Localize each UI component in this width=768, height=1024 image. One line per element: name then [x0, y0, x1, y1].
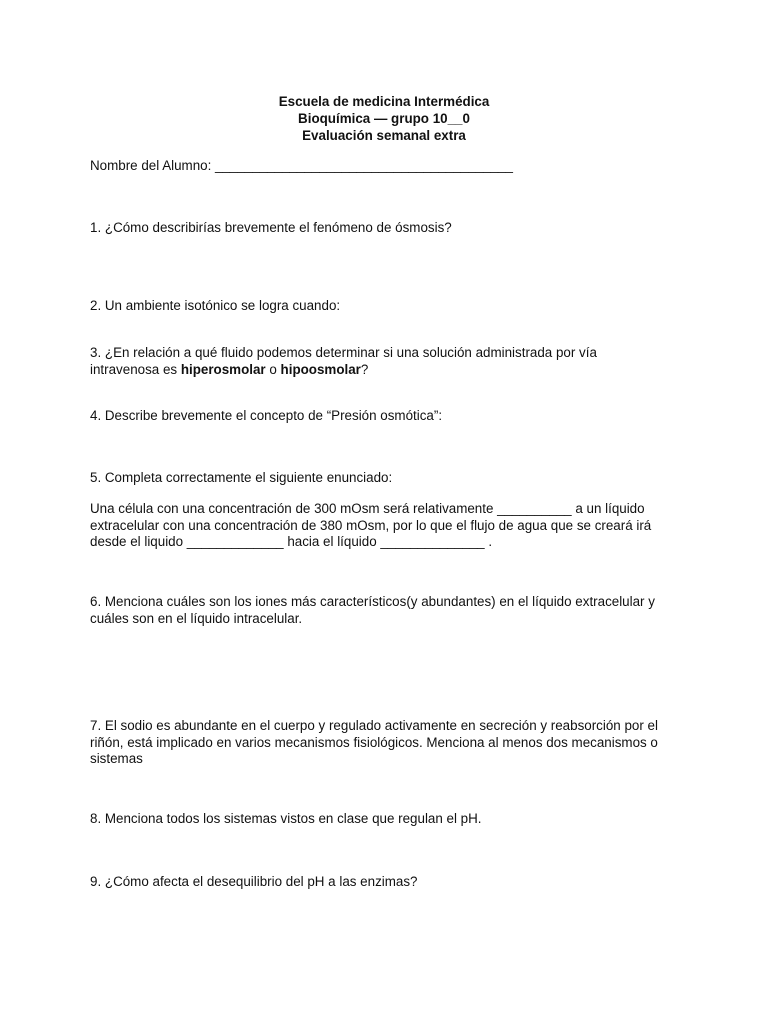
question-3 — [90, 345, 650, 378]
question-6-text: 6. Menciona cuáles son los iones más característicos(y abundantes) en el líquido extracelular y cuáles son en el líquido intracelular. — [90, 594, 655, 626]
question-1 — [90, 220, 690, 237]
document-header — [0, 93, 768, 144]
question-3-text — [90, 345, 650, 378]
question-9 — [90, 874, 690, 891]
question-3-suffix: ? — [360, 361, 369, 377]
course-title: Bioquímica — grupo 10__0 — [298, 111, 470, 126]
question-4-text: 4. Describe brevemente el concepto de “Presión osmótica”: — [90, 408, 443, 423]
question-3-connector: o — [265, 361, 281, 377]
term-hipoosmolar: hipoosmolar — [280, 361, 361, 377]
student-name-label: Nombre del Alumno: ________________________________________ — [90, 158, 513, 173]
exam-title: Evaluación semanal extra — [302, 128, 466, 143]
question-5-text: 5. Completa correctamente el siguiente enunciado: — [90, 470, 393, 485]
question-2 — [90, 298, 690, 315]
question-5-fill-in-text: Una célula con una concentración de 300 mOsm será relativamente __________ a un líquido extracelular con una concentración de 380 mOsm, por lo que el flujo de agua que se creará irá desde el liquido _____________ hacia el líquido ______________ . — [90, 501, 652, 549]
question-3-prefix: 3. ¿En relación a qué fluido podemos determinar si una solución administrada por vía intravenosa es — [90, 345, 597, 377]
question-4 — [90, 408, 690, 425]
question-6 — [90, 594, 682, 627]
term-hiperosmolar: hiperosmolar — [180, 361, 266, 377]
question-9-text: 9. ¿Cómo afecta el desequilibrio del pH a las enzimas? — [90, 874, 418, 889]
question-8-text: 8. Menciona todos los sistemas vistos en clase que regulan el pH. — [90, 811, 482, 826]
student-name-field — [90, 158, 690, 175]
question-5 — [90, 470, 690, 487]
question-7 — [90, 718, 680, 768]
question-5-statement — [90, 501, 682, 551]
question-1-text: 1. ¿Cómo describirías brevemente el fenómeno de ósmosis? — [90, 220, 452, 235]
school-title: Escuela de medicina Intermédica — [278, 94, 490, 109]
question-7-text: 7. El sodio es abundante en el cuerpo y regulado activamente en secreción y reabsorción por el riñón, está implicado en varios mecanismos fisiológicos. Menciona al menos dos mecanismos o sistemas — [90, 718, 658, 766]
question-2-text: 2. Un ambiente isotónico se logra cuando: — [90, 298, 341, 313]
question-8 — [90, 811, 690, 828]
